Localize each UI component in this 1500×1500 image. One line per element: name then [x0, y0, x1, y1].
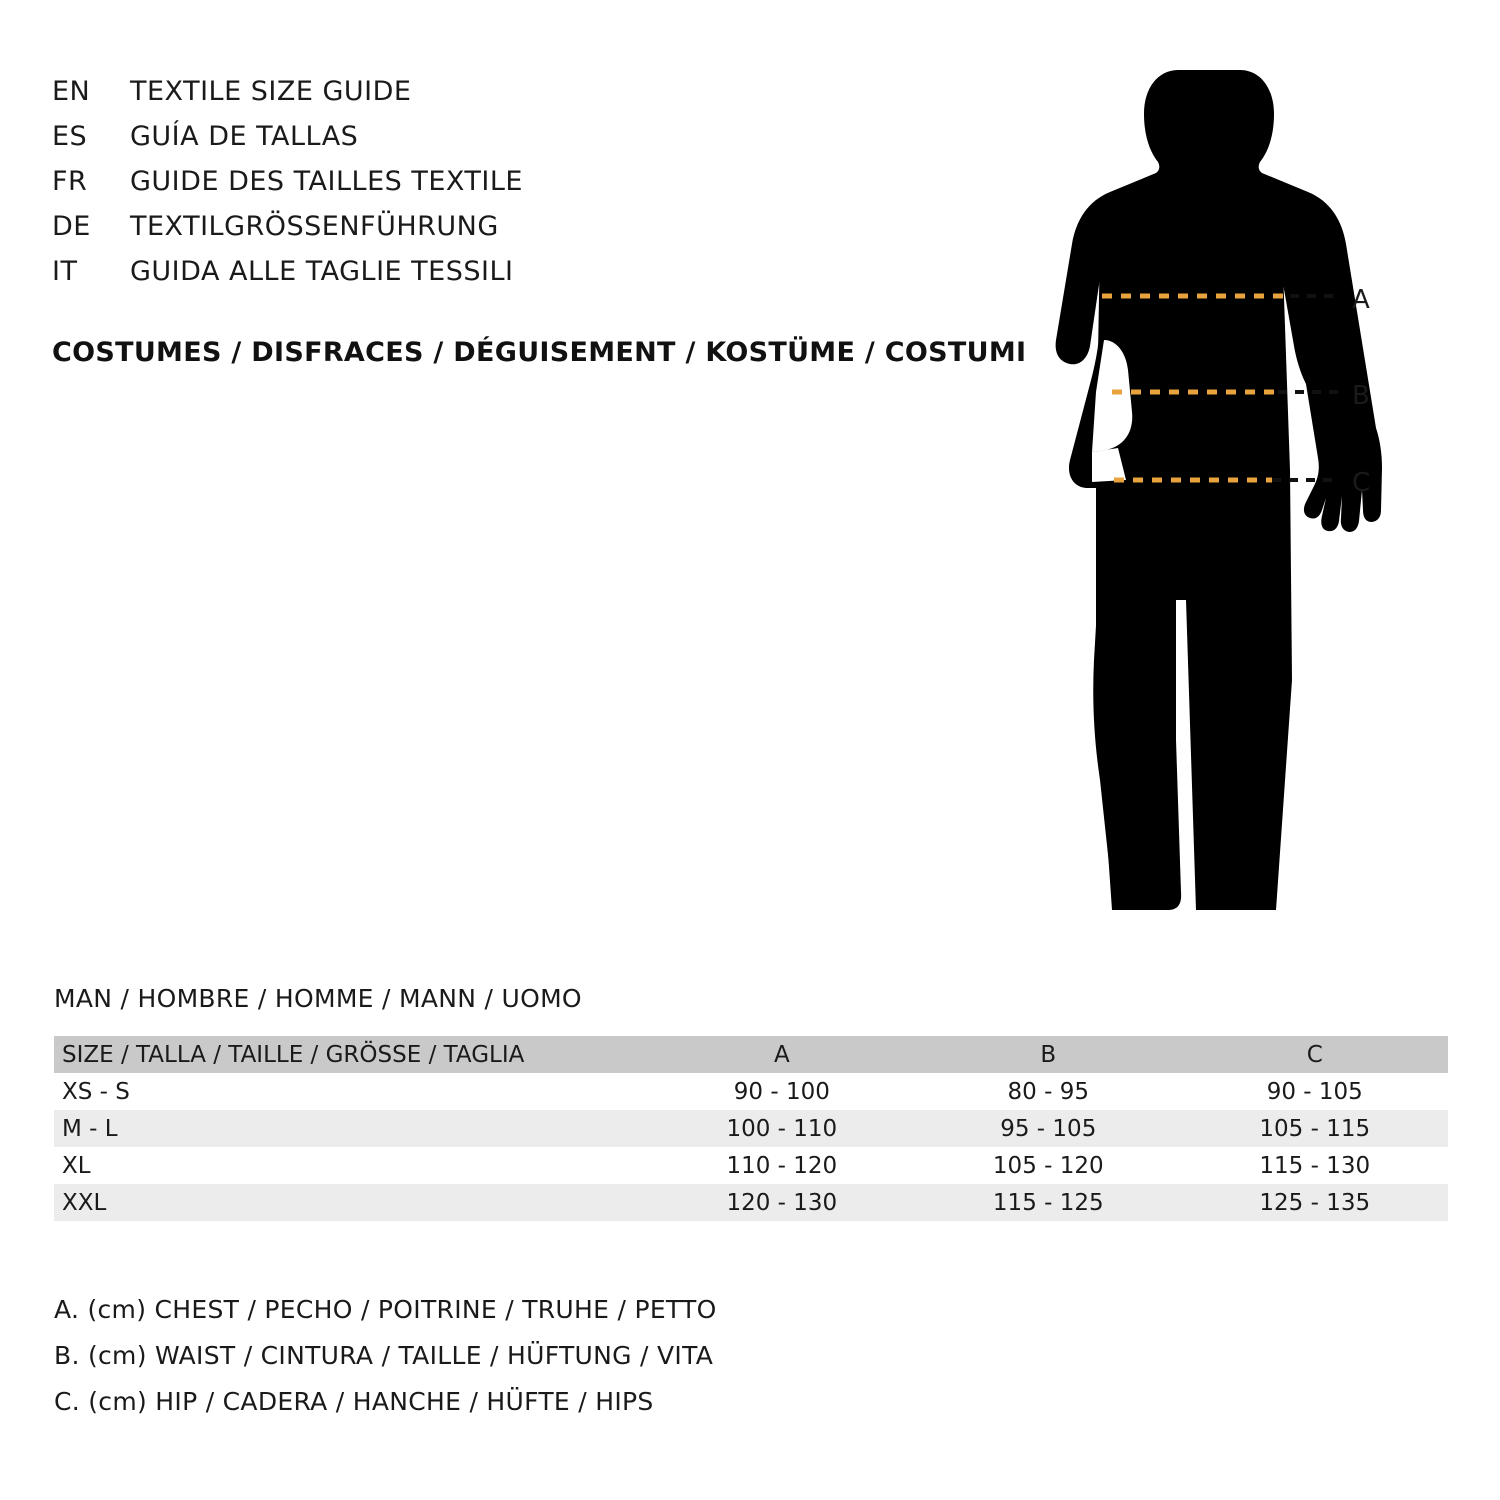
table-row: [54, 1184, 1448, 1221]
language-title: TEXTILE SIZE GUIDE: [130, 76, 412, 107]
language-row: [52, 76, 1012, 121]
silhouette-torso-fill: [1096, 240, 1292, 910]
table-row: [54, 1147, 1448, 1184]
costumes-subtitle: COSTUMES / DISFRACES / DÉGUISEMENT / KOSTÜME / COSTUMI: [52, 337, 1027, 368]
language-title: TEXTILGRÖSSENFÜHRUNG: [130, 211, 499, 242]
cell-c: 90 - 105: [1182, 1073, 1448, 1110]
cell-a: 100 - 110: [649, 1110, 915, 1147]
table-header-b: B: [915, 1036, 1181, 1073]
table-row: [54, 1110, 1448, 1147]
table-row: [54, 1073, 1448, 1110]
language-row: [52, 211, 1012, 256]
cell-c: 125 - 135: [1182, 1184, 1448, 1221]
language-row: [52, 166, 1012, 211]
table-header-c: C: [1182, 1036, 1448, 1073]
table-caption: MAN / HOMBRE / HOMME / MANN / UOMO: [54, 984, 582, 1013]
language-title: GUÍA DE TALLAS: [130, 121, 359, 152]
language-code: DE: [52, 211, 91, 242]
language-row: [52, 256, 1012, 301]
language-title: GUIDE DES TAILLES TEXTILE: [130, 166, 523, 197]
cell-b: 95 - 105: [915, 1110, 1181, 1147]
language-code: IT: [52, 256, 78, 287]
language-title-list: [52, 76, 1012, 301]
body-figure: [1000, 40, 1460, 930]
language-code: ES: [52, 121, 88, 152]
marker-label-c: C: [1352, 468, 1371, 498]
legend-row-a: A. (cm) CHEST / PECHO / POITRINE / TRUHE / PETTO: [54, 1295, 717, 1324]
language-title: GUIDA ALLE TAGLIE TESSILI: [130, 256, 514, 287]
cell-b: 80 - 95: [915, 1073, 1181, 1110]
size-table-body: [54, 1073, 1448, 1221]
cell-c: 115 - 130: [1182, 1147, 1448, 1184]
cell-size: XS - S: [54, 1073, 649, 1110]
table-header-size: SIZE / TALLA / TAILLE / GRÖSSE / TAGLIA: [54, 1036, 649, 1073]
cell-size: XL: [54, 1147, 649, 1184]
language-code: EN: [52, 76, 91, 107]
language-code: FR: [52, 166, 88, 197]
cell-size: M - L: [54, 1110, 649, 1147]
legend-row-c: C. (cm) HIP / CADERA / HANCHE / HÜFTE / HIPS: [54, 1387, 654, 1416]
cell-c: 105 - 115: [1182, 1110, 1448, 1147]
measurement-legend: [54, 1295, 1154, 1433]
size-table: [54, 1036, 1448, 1221]
size-table-head: [54, 1036, 1448, 1073]
cell-a: 120 - 130: [649, 1184, 915, 1221]
language-row: [52, 121, 1012, 166]
cell-size: XXL: [54, 1184, 649, 1221]
cell-b: 105 - 120: [915, 1147, 1181, 1184]
marker-label-b: B: [1352, 381, 1370, 411]
legend-row-b: B. (cm) WAIST / CINTURA / TAILLE / HÜFTUNG / VITA: [54, 1341, 714, 1370]
table-header-a: A: [649, 1036, 915, 1073]
marker-label-a: A: [1352, 285, 1370, 315]
silhouette-svg: [1000, 40, 1460, 930]
table-header-row: [54, 1036, 1448, 1073]
cell-b: 115 - 125: [915, 1184, 1181, 1221]
cell-a: 90 - 100: [649, 1073, 915, 1110]
cell-a: 110 - 120: [649, 1147, 915, 1184]
